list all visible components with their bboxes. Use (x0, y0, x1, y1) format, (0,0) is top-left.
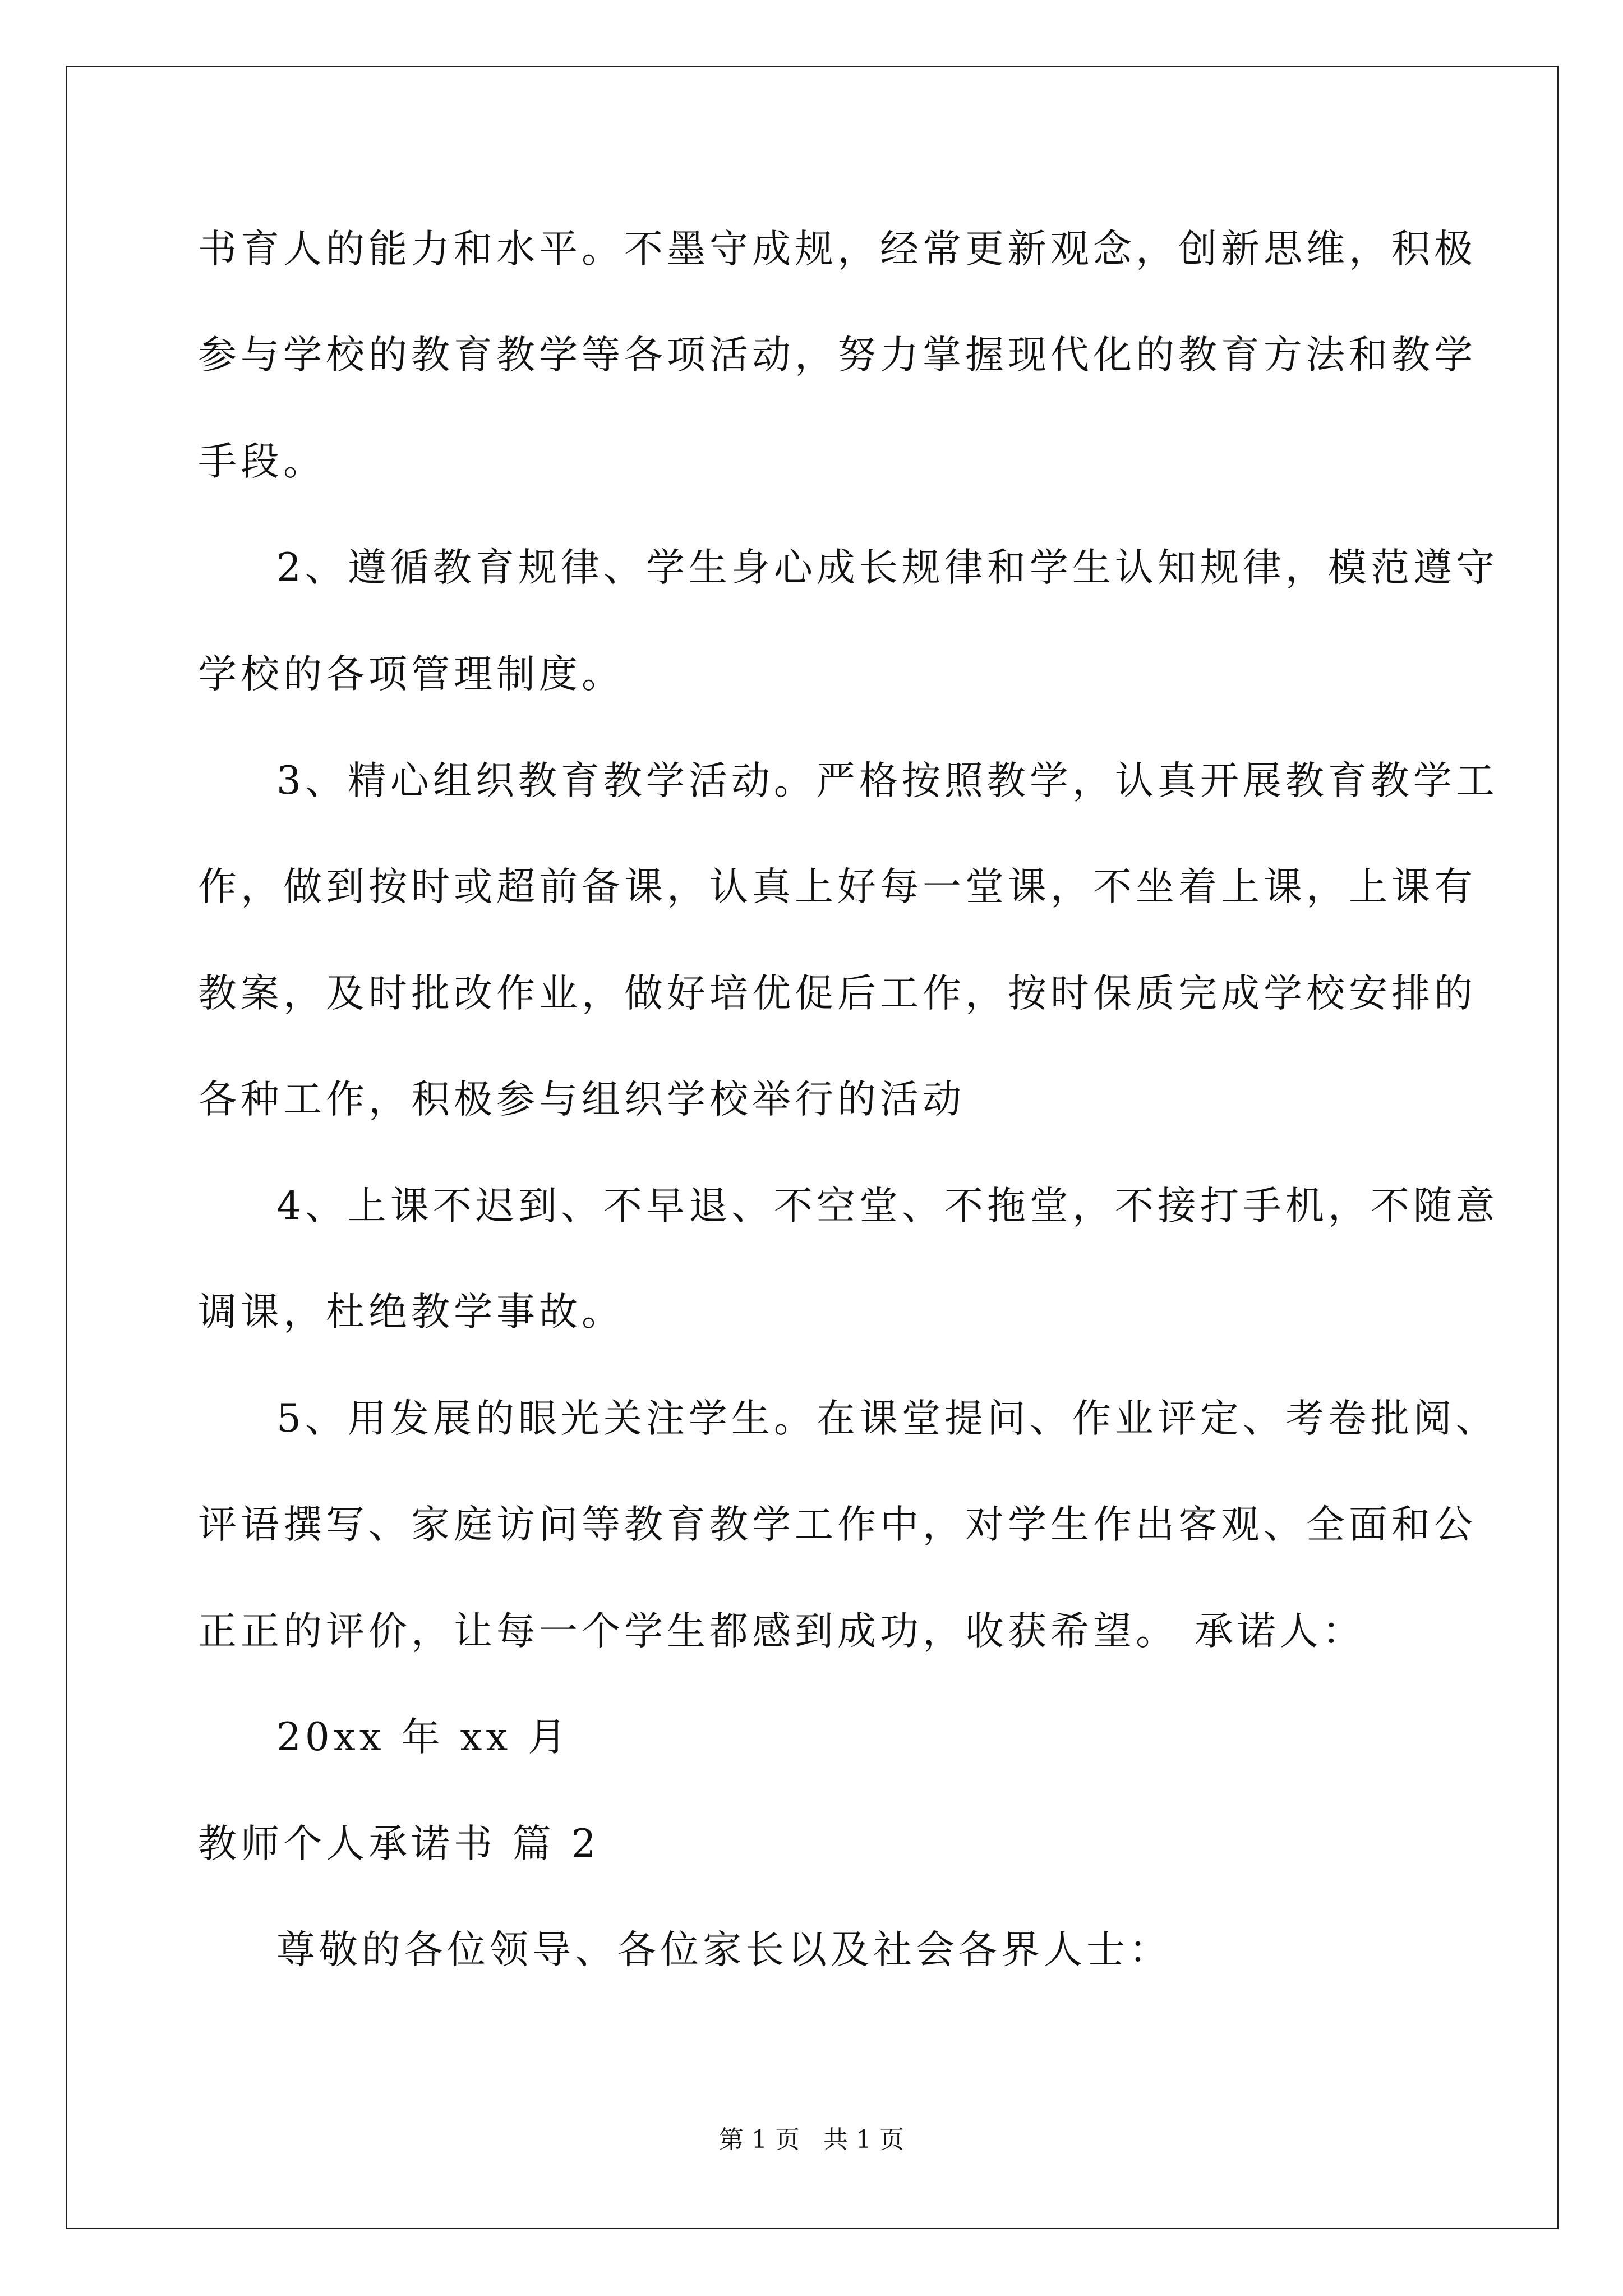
body-line-4: 2、遵循教育规律、学生身心成长规律和学生认知规律，模范遵守 (276, 545, 1498, 590)
body-line-6: 3、精心组织教育教学活动。严格按照教学，认真开展教育教学工 (276, 758, 1498, 803)
body-line-13: 评语撰写、家庭访问等教育教学工作中，对学生作出客观、全面和公 (198, 1502, 1477, 1547)
body-line-8: 教案，及时批改作业，做好培优促后工作，按时保质完成学校安排的 (198, 971, 1477, 1016)
body-line-3: 手段。 (198, 439, 326, 484)
page-footer: 第 1 页 共 1 页 (719, 2125, 904, 2154)
body-line-14: 正正的评价，让每一个学生都感到成功，收获希望。 承诺人： (198, 1609, 1365, 1654)
section-heading: 教师个人承诺书 篇 2 (198, 1821, 600, 1866)
page-border (66, 66, 1559, 2229)
date-line: 20xx 年 xx 月 (276, 1715, 571, 1760)
body-line-11: 调课，杜绝教学事故。 (198, 1290, 624, 1335)
body-line-7: 作，做到按时或超前备课，认真上好每一堂课，不坐着上课，上课有 (198, 864, 1477, 909)
body-line-10: 4、上课不迟到、不早退、不空堂、不拖堂，不接打手机，不随意 (276, 1184, 1498, 1228)
salutation-line: 尊敬的各位领导、各位家长以及社会各界人士： (276, 1927, 1172, 1972)
body-line-1: 书育人的能力和水平。不墨守成规，经常更新观念，创新思维，积极 (198, 227, 1477, 272)
body-line-5: 学校的各项管理制度。 (198, 652, 624, 697)
body-line-2: 参与学校的教育教学等各项活动，努力掌握现代化的教育方法和教学 (198, 333, 1477, 378)
body-line-12: 5、用发展的眼光关注学生。在课堂提问、作业评定、考卷批阅、 (276, 1396, 1498, 1441)
body-line-9: 各种工作，积极参与组织学校举行的活动 (198, 1077, 965, 1122)
